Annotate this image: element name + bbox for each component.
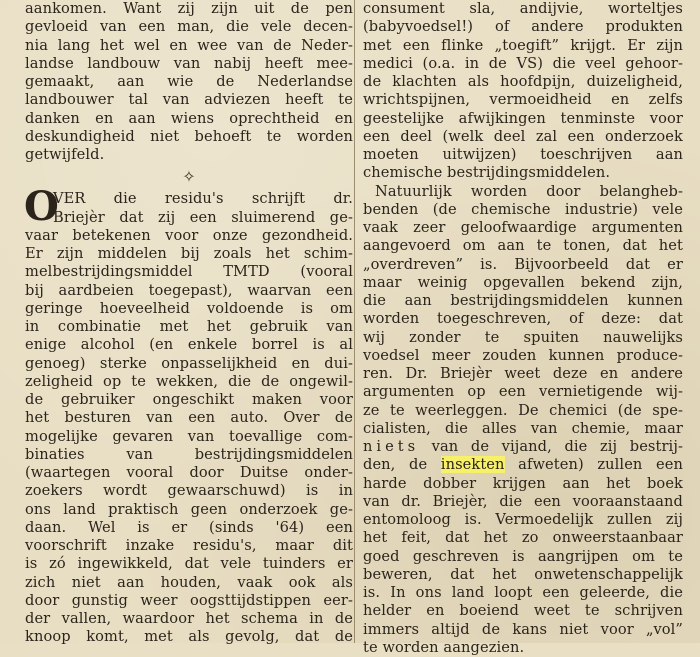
text-line: door gunstig weer oogsttijdstippen eer- (25, 591, 353, 609)
text-line: argumenten op een vernietigende wij- (363, 383, 683, 401)
text-line: der vallen, waardoor het schema in de (25, 610, 353, 627)
text-line: het besturen van een auto. Over de (25, 409, 353, 427)
left-column (25, 0, 353, 647)
text-fragment: den, de (363, 456, 441, 474)
text-line: ren. Dr. Briejèr weet deze en andere (363, 365, 683, 382)
text-line: voedsel meer zouden kunnen produce- (363, 346, 683, 364)
text-line: worden toegeschreven, of deze: dat (363, 310, 683, 328)
column-divider (354, 0, 355, 643)
text-line: entomoloog is. Vermoedelijk zullen zij (363, 511, 683, 528)
text-line: Er zijn middelen bij zoals het schim- (25, 245, 353, 262)
text-line: ons land praktisch geen onderzoek ge- (25, 500, 353, 518)
text-line: aankomen. Want zij zijn uit de pen (25, 0, 353, 17)
text-line: getwijfeld. (25, 146, 105, 163)
highlighted-word: insekten (440, 456, 505, 474)
text-line: Natuurlijk worden door belangheb- (375, 182, 683, 200)
text-line: deskundigheid niet behoeft te worden (25, 127, 353, 145)
text-line: zich niet aan houden, vaak ook als (25, 573, 353, 591)
text-line: danken en aan wiens oprechtheid en (25, 109, 353, 127)
text-line: daan. Wel is er (sinds '64) een (25, 518, 353, 536)
text-line: cialisten, die alles van chemie, maar (363, 419, 683, 437)
text-line: enige alcohol (en enkele borrel is al (25, 336, 353, 354)
text-line: landbouwer tal van adviezen heeft te (25, 91, 353, 109)
text-line: genoeg) sterke onpasselijkheid en dui- (25, 354, 353, 372)
text-line: gemaakt, aan wie de Nederlandse (25, 73, 353, 90)
text-line: wrichtspijnen, vermoeidheid en zelfs (363, 91, 683, 109)
text-line: Briejèr dat zij een sluimerend ge- (53, 208, 353, 226)
text-line: binaties van bestrijdingsmiddelen (25, 445, 353, 463)
text-line: benden (de chemische industrie) vele (363, 200, 683, 218)
text-line: geringe hoeveelheid voldoende is om (25, 299, 353, 317)
text-line: die aan bestrijdingsmiddelen kunnen (363, 292, 683, 309)
text-line: consument sla, andijvie, worteltjes (363, 0, 683, 17)
text-line: mogelijke gevaren van toevallige com- (25, 427, 353, 445)
right-column (363, 0, 683, 657)
left-paragraph-1 (25, 0, 353, 164)
text-line: wij zonder te spuiten nauwelijks (363, 328, 683, 346)
text-line: het feit, dat het zo onweerstaanbaar (363, 529, 683, 547)
text-fragment: van de vijand, die zij bestrij- (431, 438, 683, 455)
right-paragraph-3 (363, 475, 683, 639)
text-line: (waartegen vooral door Duitse onder- (25, 464, 353, 481)
text-line: VER die residu's schrijft dr. (53, 190, 353, 208)
text-line: ze te weerleggen. De chemici (de spe- (363, 401, 683, 419)
text-line: maar weinig opgevallen bekend zijn, (363, 273, 683, 291)
text-line: voorschrift inzake residu's, maar dit (25, 537, 353, 554)
text-line: geestelijke afwijkingen tenminste voor (363, 109, 683, 127)
text-line: van dr. Briejèr, die een vooraanstaand (363, 492, 683, 510)
text-line: landse landbouw van nabij heeft mee- (25, 54, 353, 72)
text-line: vaar betekenen voor onze gezondheid. (25, 226, 353, 244)
text-line (363, 438, 683, 456)
text-line: knoop komt, met als gevolg, dat de (25, 628, 353, 646)
text-line: te worden aangezien. (363, 638, 525, 656)
text-line: de gebruiker ongeschikt maken voor (25, 391, 353, 408)
text-line: nia lang het wel en wee van de Neder- (25, 36, 353, 54)
text-line: helder en boeiend weet te schrijven (363, 602, 683, 620)
left-paragraph-2-body (25, 227, 353, 647)
text-line: aangevoerd om aan te tonen, dat het (363, 237, 683, 255)
text-line: „overdreven” is. Bijvoorbeeld dat er (363, 255, 683, 273)
text-line: moeten uitwijzen) toeschrijven aan (363, 146, 683, 163)
text-line: (babyvoedsel!) of andere produkten (363, 18, 683, 36)
text-line: een deel (welk deel zal een onderzoek (363, 127, 683, 145)
text-line: bij aardbeien toegepast), waarvan een (25, 281, 353, 299)
text-line: harde dobber krijgen aan het boek (363, 474, 683, 492)
spaced-word: niets (363, 438, 420, 455)
text-line: zoekers wordt gewaarschuwd) is in (25, 482, 353, 500)
left-paragraph-2 (24, 183, 353, 646)
text-line: medici (o.a. in de VS) die veel gehoor- (363, 54, 683, 72)
text-line: is zó ingewikkeld, dat vele tuinders er (25, 555, 353, 573)
text-line: immers altijd de kans niet voor „vol” (363, 620, 683, 638)
right-paragraph-1 (363, 0, 683, 183)
drop-cap: O (24, 183, 59, 231)
text-line: goed geschreven is aangrijpen om te (363, 547, 683, 565)
section-ornament-icon: ✧ (182, 167, 196, 187)
text-line: vaak zeer geloofwaardige argumenten (363, 219, 683, 236)
text-line: met een flinke „toegift” krijgt. Er zijn (363, 36, 683, 54)
text-line: melbestrijdingsmiddel TMTD (vooral (25, 263, 353, 281)
right-paragraph-2 (363, 183, 683, 439)
text-line: beweren, dat het onwetenschappelijk (363, 565, 683, 583)
text-line: is. In ons land loopt een geleerde, die (363, 584, 683, 601)
text-line (363, 456, 683, 474)
text-fragment: afweten) zullen een (504, 456, 683, 474)
text-line: de klachten als hoofdpijn, duizeligheid, (363, 73, 683, 90)
text-line: gevloeid van een man, die vele decen- (25, 18, 353, 36)
text-line: chemische bestrijdingsmiddelen. (363, 164, 611, 182)
text-line: in combinatie met het gebruik van (25, 318, 353, 335)
text-line: zeligheid op te wekken, die de ongewil- (25, 372, 353, 390)
